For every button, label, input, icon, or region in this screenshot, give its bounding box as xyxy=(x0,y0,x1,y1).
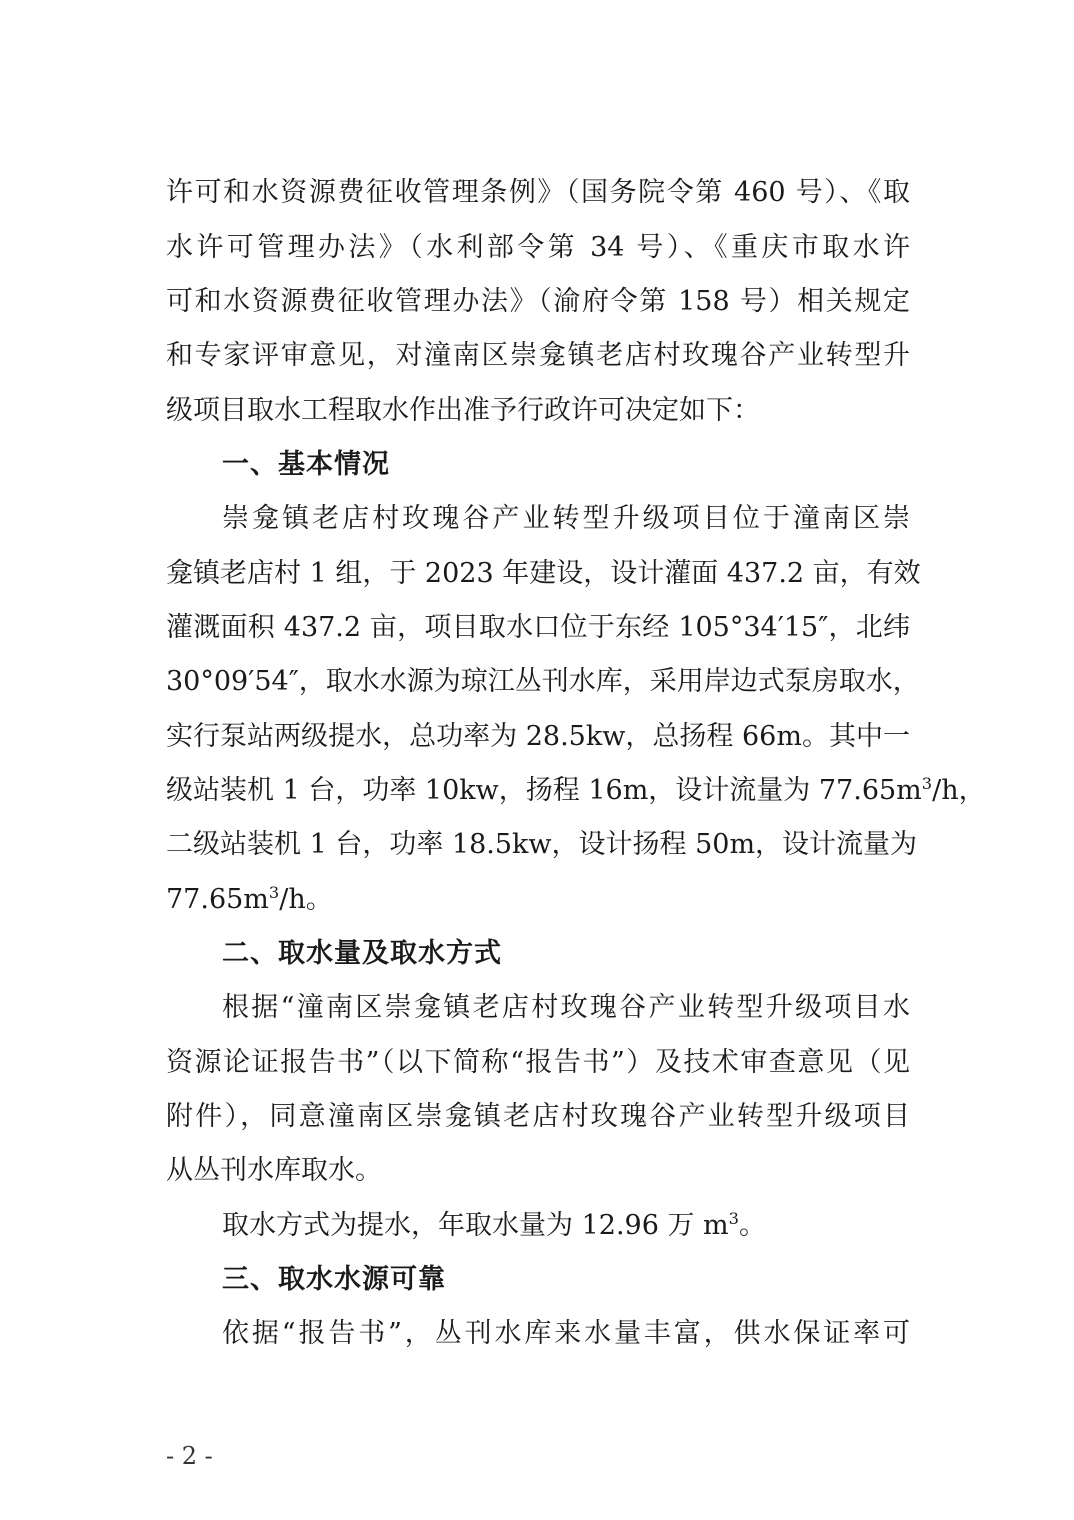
section-1-heading: 一、基本情况 xyxy=(222,449,390,480)
section-1-line-3: 灌溉面积 437.2 亩，项目取水口位于东经 105°34′15″，北纬 xyxy=(166,612,910,643)
section-1-line-7: 二级站装机 1 台，功率 18.5kw，设计扬程 50m，设计流量为 xyxy=(166,829,918,860)
section-1-line-8-text: 77.65m xyxy=(166,884,269,915)
superscript-3: 3 xyxy=(728,1209,739,1228)
section-2-method-end: 。 xyxy=(738,1210,766,1241)
superscript-3: 3 xyxy=(268,883,280,902)
section-1-line-8 xyxy=(166,880,910,920)
section-2-line-4: 从丛刊水库取水。 xyxy=(166,1155,382,1186)
section-3-heading: 三、取水水源可靠 xyxy=(222,1264,446,1295)
section-1-line-2: 龛镇老店村 1 组，于 2023 年建设，设计灌面 437.2 亩，有效 xyxy=(166,558,921,589)
section-1-line-1: 崇龛镇老店村玫瑰谷产业转型升级项目位于潼南区崇 xyxy=(222,503,910,534)
section-2-method-text: 取水方式为提水，年取水量为 12.96 万 m xyxy=(222,1210,729,1241)
intro-line-4: 和专家评审意见，对潼南区崇龛镇老店村玫瑰谷产业转型升 xyxy=(166,340,910,371)
section-2-line-1: 根据“潼南区崇龛镇老店村玫瑰谷产业转型升级项目水 xyxy=(222,992,910,1023)
section-1-line-4: 30°09′54″，取水水源为琼江丛刊水库，采用岸边式泵房取水， xyxy=(166,666,920,697)
superscript-3: 3 xyxy=(921,774,933,793)
intro-line-2: 水许可管理办法》（水利部令第 34 号）、《重庆市取水许 xyxy=(166,232,910,263)
section-1-line-6 xyxy=(166,771,986,811)
section-1-line-6-text: 级站装机 1 台，功率 10kw，扬程 16m，设计流量为 77.65m xyxy=(166,775,922,806)
section-2-heading: 二、取水量及取水方式 xyxy=(222,938,502,969)
intro-line-5: 级项目取水工程取水作出准予行政许可决定如下： xyxy=(166,395,760,426)
page-number: - 2 - xyxy=(166,1442,213,1470)
intro-line-1: 许可和水资源费征收管理条例》（国务院令第 460 号）、《取 xyxy=(166,177,910,208)
section-3-line-1: 依据“报告书”，丛刊水库来水量丰富，供水保证率可 xyxy=(222,1318,910,1349)
section-2-line-2: 资源论证报告书”（以下简称“报告书”）及技术审查意见（见 xyxy=(166,1047,910,1078)
section-2-line-3: 附件），同意潼南区崇龛镇老店村玫瑰谷产业转型升级项目 xyxy=(166,1101,910,1132)
section-1-line-6-unit: /h， xyxy=(932,775,986,806)
section-2-method-line xyxy=(222,1206,910,1246)
intro-line-3: 可和水资源费征收管理办法》（渝府令第 158 号）相关规定 xyxy=(166,286,910,317)
section-1-line-8-unit: /h。 xyxy=(279,884,333,915)
section-1-line-5: 实行泵站两级提水，总功率为 28.5kw，总扬程 66m。其中一 xyxy=(166,721,910,752)
